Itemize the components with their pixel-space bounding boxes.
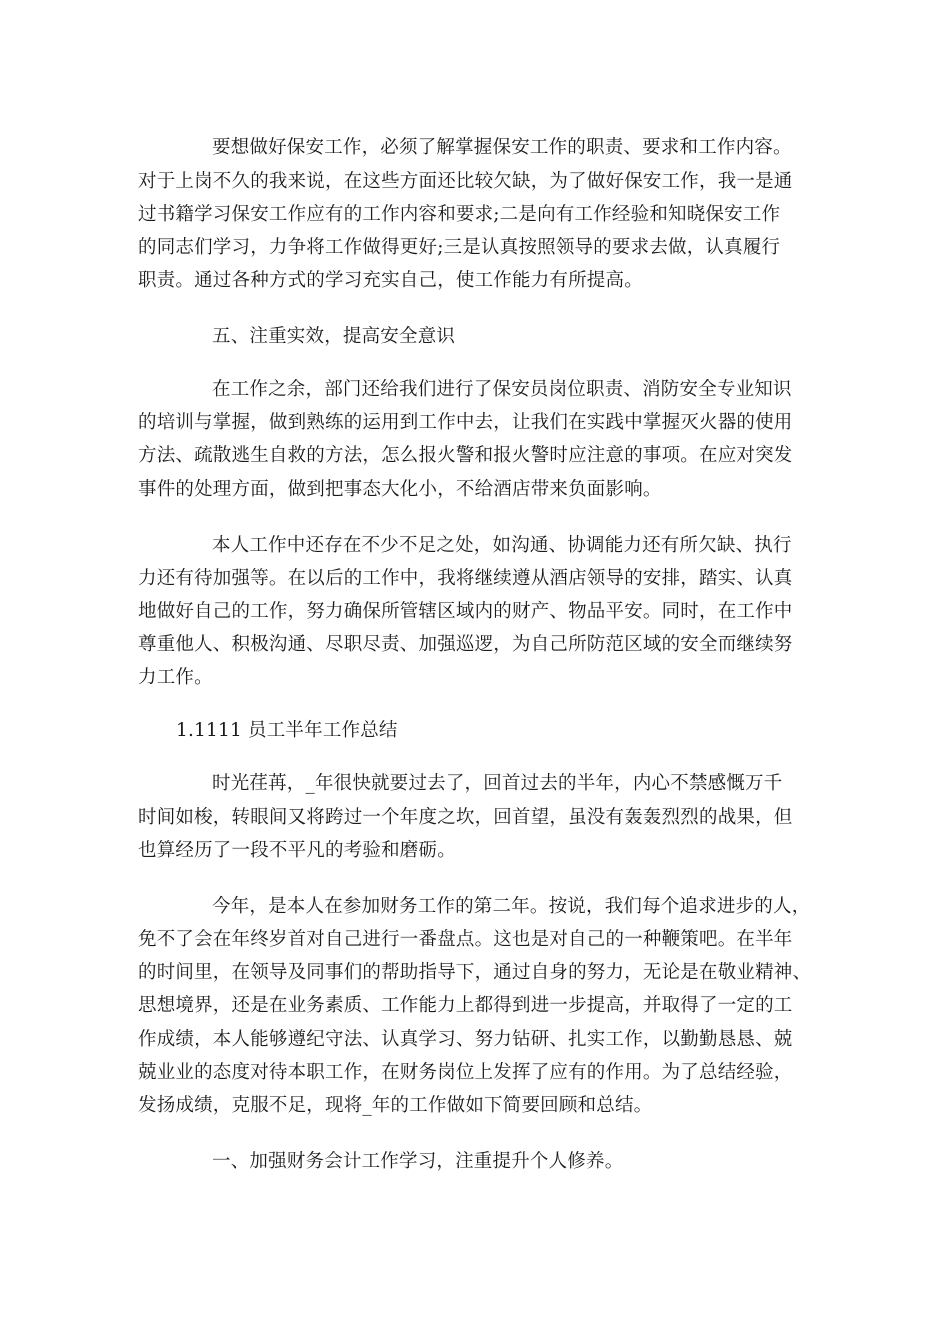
paragraph-line: 免不了会在年终岁首对自己进行一番盘点。这也是对自己的一种鞭策吧。在半年 [138,929,793,950]
paragraph-line: 的同志们学习，力争将工作做得更好;三是认真按照领导的要求去做，认真履行 [138,237,781,258]
paragraph-line: 今年，是本人在参加财务工作的第二年。按说，我们每个追求进步的人， [212,896,811,917]
section-heading: 五、注重实效，提高安全意识 [212,326,456,347]
paragraph-line: 兢业业的态度对待本职工作，在财务岗位上发挥了应有的作用。为了总结经验， [138,1062,793,1083]
paragraph-line: 要想做好保安工作，必须了解掌握保安工作的职责、要求和工作内容。 [212,137,792,158]
paragraph-line: 职责。通过各种方式的学习充实自己，使工作能力有所提高。 [138,270,643,291]
paragraph-line: 思想境界，还是在业务素质、工作能力上都得到进一步提高，并取得了一定的工 [138,995,793,1016]
paragraph-line: 在工作之余，部门还给我们进行了保安员岗位职责、消防安全专业知识 [212,379,792,400]
paragraph-line: 也算经历了一段不平凡的考验和磨砺。 [138,840,456,861]
paragraph-line: 作成绩，本人能够遵纪守法、认真学习、努力钻研、扎实工作，以勤勤恳恳、兢 [138,1029,793,1050]
paragraph-line: 力工作。 [138,667,213,688]
section-heading: 1.1111 员工半年工作总结 [176,720,398,741]
paragraph-line: 力还有待加强等。在以后的工作中，我将继续遵从酒店领导的安排，踏实、认真 [138,568,793,589]
paragraph-line: 的培训与掌握，做到熟练的运用到工作中去，让我们在实践中掌握灭火器的使用 [138,412,793,433]
paragraph-line: 过书籍学习保安工作应有的工作内容和要求;二是向有工作经验和知晓保安工作 [138,204,781,225]
paragraph-line: 方法、疏散逃生自救的方法，怎么报火警和报火警时应注意的事项。在应对突发 [138,445,793,466]
section-heading: 一、加强财务会计工作学习，注重提升个人修养。 [212,1151,624,1172]
paragraph-line: 的时间里，在领导及同事们的帮助指导下，通过自身的努力，无论是在敬业精神、 [138,962,812,983]
paragraph-line: 事件的处理方面，做到把事态大化小，不给酒店带来负面影响。 [138,479,662,500]
paragraph-line: 尊重他人、积极沟通、尽职尽责、加强巡逻，为自己所防范区域的安全而继续努 [138,634,793,655]
paragraph-line: 时光荏苒，_年很快就要过去了，回首过去的半年，内心不禁感慨万千 [212,773,783,794]
paragraph-line: 地做好自己的工作，努力确保所管辖区域内的财产、物品平安。同时，在工作中 [138,601,793,622]
paragraph-line: 本人工作中还存在不少不足之处，如沟通、协调能力还有所欠缺、执行 [212,535,792,556]
paragraph-line: 时间如梭，转眼间又将跨过一个年度之坎，回首望，虽没有轰轰烈烈的战果，但 [138,807,793,828]
paragraph-line: 对于上岗不久的我来说，在这些方面还比较欠缺，为了做好保安工作，我一是通 [138,171,793,192]
paragraph-line: 发扬成绩，克服不足，现将_年的工作做如下简要回顾和总结。 [138,1095,653,1116]
